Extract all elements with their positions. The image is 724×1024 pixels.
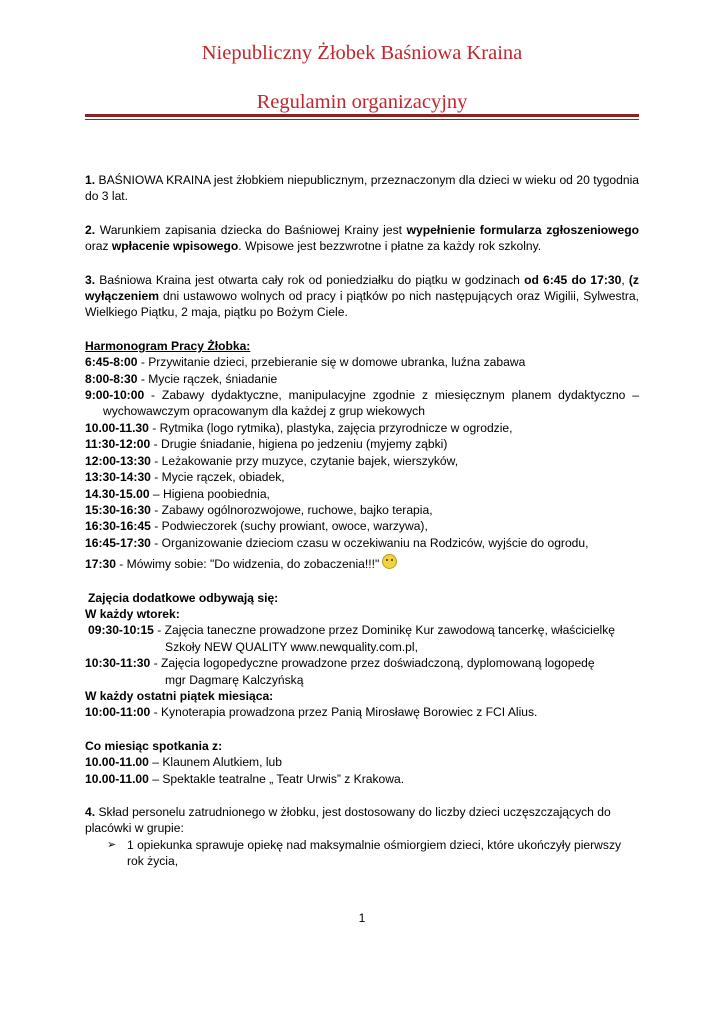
activity-text: - Kynoterapia prowadzona przez Panią Mirosławę Borowiec z FCI Alius. bbox=[150, 705, 538, 720]
paragraph-3-text: , bbox=[621, 272, 629, 287]
paragraph-2-bold-form: wypełnienie formularza zgłoszeniowego bbox=[406, 222, 639, 237]
schedule-row bbox=[85, 436, 639, 452]
document-header bbox=[85, 40, 639, 115]
schedule-activity: - Mówimy sobie: "Do widzenia, do zobaczenia!!!" bbox=[115, 557, 380, 572]
schedule-time: 11:30-12:00 bbox=[85, 437, 151, 452]
schedule-time: 16:45-17:30 bbox=[85, 535, 151, 550]
extra-activities-heading: Zajęcia dodatkowe odbywają się: bbox=[88, 590, 279, 605]
activity-text: – Klaunem Alutkiem, lub bbox=[148, 755, 282, 770]
activity-time: 09:30-10:15 bbox=[88, 623, 154, 638]
schedule-time: 15:30-16:30 bbox=[85, 502, 151, 517]
schedule-activity: – Higiena poobiednia, bbox=[149, 486, 270, 501]
paragraph-3 bbox=[85, 272, 639, 321]
paragraph-2-bold-fee: wpłacenie wpisowego bbox=[111, 239, 239, 254]
schedule-time: 9:00-10:00 bbox=[85, 388, 145, 403]
regulation-title: Regulamin organizacyjny bbox=[256, 91, 468, 113]
list-item-text: 1 opiekunka sprawuje opiekę nad maksymalnie ośmiorgiem dzieci, które ukończyły pierwszy rok życia, bbox=[127, 837, 622, 869]
activity-time: 10.00-11.00 bbox=[85, 755, 149, 770]
schedule-row bbox=[85, 420, 639, 436]
schedule-row bbox=[85, 371, 639, 387]
paragraph-2-text: Warunkiem zapisania dziecka do Baśniowej Krainy jest bbox=[95, 222, 407, 237]
schedule-row bbox=[85, 387, 639, 420]
activity-time: 10.00-11.00 bbox=[85, 771, 149, 786]
schedule-activity: - Rytmika (logo rytmika), plastyka, zajęcia przyrodnicze w ogrodzie, bbox=[148, 420, 513, 435]
monthly-item bbox=[85, 754, 639, 770]
page-number: 1 bbox=[358, 911, 366, 925]
schedule-activity: - Mycie rączek, śniadanie bbox=[137, 371, 278, 386]
schedule-time: 6:45-8:00 bbox=[85, 355, 138, 370]
schedule-activity: - Zabawy dydaktyczne, manipulacyjne zgodnie z miesięcznym planem dydaktyczno – wychowawczym opracowanym dla każdej z grup wiekowych bbox=[103, 388, 639, 419]
schedule-row bbox=[85, 486, 639, 502]
monthly-item bbox=[85, 771, 639, 787]
paragraph-2-number: 2. bbox=[85, 222, 96, 237]
schedule-activity: - Zabawy ogólnorozwojowe, ruchowe, bajko terapia, bbox=[150, 502, 433, 517]
schedule-row bbox=[85, 354, 639, 370]
schedule-row bbox=[85, 518, 639, 534]
tuesday-heading: W każdy wtorek: bbox=[85, 606, 180, 621]
schedule-time: 10.00-11.30 bbox=[85, 420, 149, 435]
list-item bbox=[85, 837, 639, 870]
schedule-row bbox=[85, 535, 639, 551]
schedule-row bbox=[85, 502, 639, 518]
paragraph-4 bbox=[85, 804, 639, 837]
schedule-time: 14.30-15.00 bbox=[85, 486, 150, 501]
schedule-activity: - Mycie rączek, obiadek, bbox=[150, 470, 285, 485]
paragraph-3-number: 3. bbox=[85, 272, 96, 287]
tuesday-activity-speech bbox=[85, 655, 639, 671]
schedule-row bbox=[85, 469, 639, 485]
document-body bbox=[85, 172, 639, 870]
activity-time: 10:30-11:30 bbox=[85, 656, 151, 671]
friday-activity bbox=[85, 704, 639, 720]
schedule-activity: - Drugie śniadanie, higiena po jedzeniu (myjemy ząbki) bbox=[150, 437, 448, 452]
activity-text: – Spektakle teatralne „ Teatr Urwis” z Krakowa. bbox=[148, 771, 405, 786]
schedule-heading: Harmonogram Pracy Żłobka: bbox=[85, 338, 251, 353]
schedule-row bbox=[85, 554, 639, 572]
paragraph-3-exclusion: (z wyłączeniem bbox=[85, 272, 639, 304]
header-rule-thick bbox=[85, 114, 639, 117]
activity-text: - Zajęcia taneczne prowadzone przez Dominikę Kur zawodową tancerkę, właścicielkę bbox=[153, 623, 616, 638]
paragraph-2-text: . Wpisowe jest bezzwrotne i płatne za każdy rok szkolny. bbox=[238, 239, 542, 254]
schedule-activity: - Podwieczorek (suchy prowiant, owoce, warzywa), bbox=[150, 519, 428, 534]
tuesday-activity-speech-cont: mgr Dagmarę Kalczyńską bbox=[165, 672, 304, 687]
schedule-time: 12:00-13:30 bbox=[85, 453, 151, 468]
friday-heading: W każdy ostatni piątek miesiąca: bbox=[85, 688, 274, 703]
schedule-time: 13:30-14:30 bbox=[85, 470, 151, 485]
nursery-title: Niepubliczny Żłobek Baśniowa Kraina bbox=[201, 42, 523, 64]
paragraph-1 bbox=[85, 172, 639, 205]
paragraph-1-number: 1. bbox=[85, 173, 96, 187]
schedule-activity: - Leżakowanie przy muzyce, czytanie bajek, wierszyków, bbox=[150, 453, 459, 468]
tuesday-activity-dance-cont: Szkoły NEW QUALITY www.newquality.com.pl, bbox=[165, 639, 418, 654]
schedule-time: 16:30-16:45 bbox=[85, 519, 151, 534]
schedule-time: 8:00-8:30 bbox=[85, 371, 138, 386]
paragraph-4-number: 4. bbox=[85, 805, 96, 819]
schedule-row bbox=[85, 453, 639, 469]
tuesday-activity-dance bbox=[85, 622, 639, 638]
activity-time: 10:00-11:00 bbox=[85, 705, 151, 720]
paragraph-2 bbox=[85, 222, 639, 255]
paragraph-4-text: Skład personelu zatrudnionego w żłobku, jest dostosowany do liczby dzieci uczęszczających do placówki w grupie: bbox=[85, 805, 611, 836]
paragraph-3-hours: od 6:45 do 17:30 bbox=[524, 272, 622, 287]
activity-text: - Zajęcia logopedyczne prowadzone przez doświadczoną, dyplomowaną logopedę bbox=[150, 656, 595, 671]
monthly-heading: Co miesiąc spotkania z: bbox=[85, 738, 223, 753]
paragraph-2-text: oraz bbox=[85, 239, 112, 254]
paragraph-3-text: Baśniowa Kraina jest otwarta cały rok od poniedziałku do piątku w godzinach bbox=[95, 272, 525, 287]
smiley-icon bbox=[382, 554, 397, 569]
schedule-activity: - Przywitanie dzieci, przebieranie się w domowe ubranka, luźna zabawa bbox=[137, 355, 526, 370]
header-rule-thin bbox=[85, 119, 639, 120]
paragraph-1-text: BAŚNIOWA KRAINA jest żłobkiem niepublicznym, przeznaczonym dla dzieci w wieku od 20 tygodnia do 3 lat. bbox=[85, 173, 639, 204]
schedule-activity: - Organizowanie dzieciom czasu w oczekiwaniu na Rodziców, wyjście do ogrodu, bbox=[150, 535, 589, 550]
paragraph-3-text: dni ustawowo wolnych od pracy i piątków po nich następujących oraz Wigilii, Sylwestra, Wielkiego Piątku, 2 maja, piątku po Bożym Ciele. bbox=[85, 289, 639, 320]
arrow-bullet-icon: ➢ bbox=[107, 837, 117, 851]
schedule-time: 17:30 bbox=[85, 557, 116, 572]
